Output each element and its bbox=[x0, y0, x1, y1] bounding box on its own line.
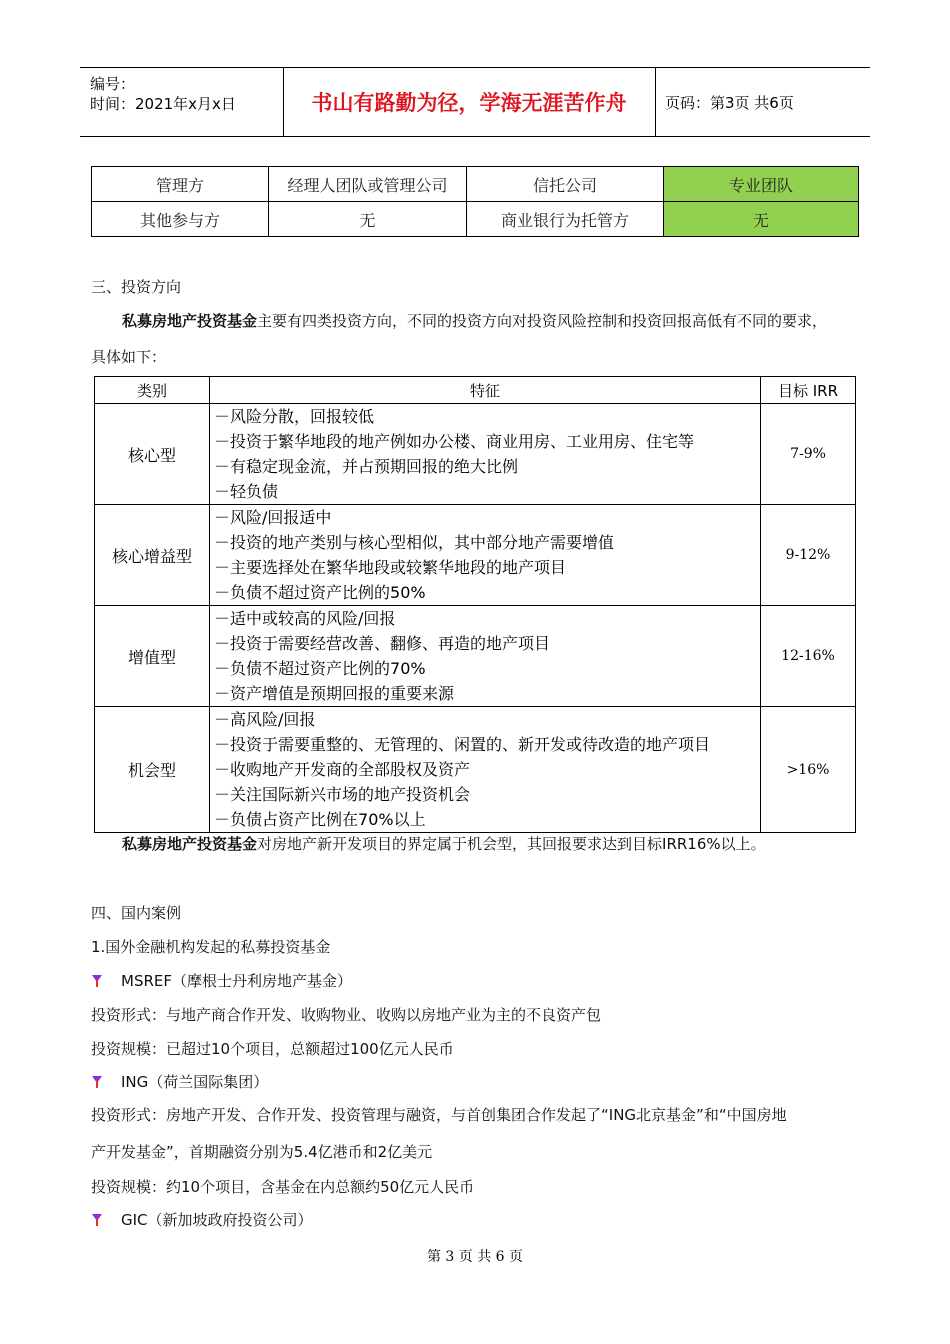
table-cell: 管理方 bbox=[92, 167, 269, 202]
table-note bbox=[122, 833, 882, 854]
table-cell: 经理人团队或管理公司 bbox=[269, 167, 467, 202]
type-features bbox=[210, 404, 761, 505]
note-text: 对房地产新开发项目的界定属于机会型，其回报要求达到目标IRR16%以上。 bbox=[257, 835, 766, 853]
feature-item: － 负债不超过资产比例的70% bbox=[214, 656, 760, 681]
arrow-bullet-icon bbox=[91, 1076, 103, 1088]
feature-item: － 负债占资产比例在70%以上 bbox=[214, 807, 760, 832]
target-irr: 9-12% bbox=[761, 505, 856, 606]
case-detail: 投资形式：与地产商合作开发、收购物业、收购以房地产业为主的不良资产包 bbox=[91, 1006, 602, 1024]
table-row bbox=[92, 167, 859, 202]
target-irr: >16% bbox=[761, 707, 856, 833]
section-intro-line2: 具体如下： bbox=[91, 348, 167, 366]
subsection-heading: 1.国外金融机构发起的私募投资基金 bbox=[91, 938, 331, 956]
table-row bbox=[95, 606, 856, 707]
doc-date-label: 时间：2021年x月x日 bbox=[90, 95, 236, 113]
type-name: 核心增益型 bbox=[95, 505, 210, 606]
bold-term: 私募房地产投资基金 bbox=[122, 835, 258, 853]
type-features bbox=[210, 606, 761, 707]
table-cell: 商业银行为托管方 bbox=[467, 202, 664, 237]
table-row bbox=[95, 707, 856, 833]
type-name: 机会型 bbox=[95, 707, 210, 833]
case-detail: 投资规模：已超过10个项目，总额超过100亿元人民币 bbox=[91, 1040, 454, 1058]
type-features bbox=[210, 707, 761, 833]
header-divider bbox=[655, 68, 656, 136]
case-title-text: ING（荷兰国际集团） bbox=[121, 1073, 269, 1091]
table-row bbox=[95, 505, 856, 606]
case-title bbox=[91, 1209, 313, 1230]
header-meta bbox=[90, 74, 236, 114]
type-name: 增值型 bbox=[95, 606, 210, 707]
case-title bbox=[91, 1071, 268, 1092]
feature-item: － 收购地产开发商的全部股权及资产 bbox=[214, 757, 760, 782]
feature-item: － 投资于需要重整的、无管理的、闲置的、新开发或待改造的地产项目 bbox=[214, 732, 760, 757]
type-features bbox=[210, 505, 761, 606]
header-page-info: 页码：第3页 共6页 bbox=[665, 94, 794, 112]
column-header: 目标 IRR bbox=[761, 377, 856, 404]
case-title-text: MSREF（摩根士丹利房地产基金） bbox=[121, 972, 352, 990]
section-heading: 三、投资方向 bbox=[91, 278, 182, 296]
table-cell-highlight: 无 bbox=[664, 202, 859, 237]
feature-item: － 风险/回报适中 bbox=[214, 505, 760, 530]
arrow-bullet-icon bbox=[91, 975, 103, 987]
feature-item: － 有稳定现金流，并占预期回报的绝大比例 bbox=[214, 454, 760, 479]
feature-item: － 投资于繁华地段的地产例如办公楼、商业用房、工业用房、住宅等 bbox=[214, 429, 760, 454]
page-footer: 第 3 页 共 6 页 bbox=[426, 1249, 524, 1265]
table-header-row bbox=[95, 377, 856, 404]
case-detail: 产开发基金”，首期融资分别为5.4亿港币和2亿美元 bbox=[91, 1143, 433, 1161]
bold-term: 私募房地产投资基金 bbox=[122, 312, 258, 330]
table-cell-highlight: 专业团队 bbox=[664, 167, 859, 202]
feature-item: － 高风险/回报 bbox=[214, 707, 760, 732]
intro-text: 主要有四类投资方向，不同的投资方向对投资风险控制和投资回报高低有不同的要求， bbox=[257, 312, 828, 330]
comparison-table bbox=[91, 166, 859, 237]
case-title bbox=[91, 970, 352, 991]
case-detail: 投资形式：房地产开发、合作开发、投资管理与融资，与首创集团合作发起了“ING北京基金”和“中国房地 bbox=[91, 1106, 787, 1124]
target-irr: 12-16% bbox=[761, 606, 856, 707]
feature-item: － 风险分散，回报较低 bbox=[214, 404, 760, 429]
column-header: 类别 bbox=[95, 377, 210, 404]
doc-code-label: 编号： bbox=[90, 75, 136, 93]
investment-types-table bbox=[94, 376, 856, 833]
feature-item: － 关注国际新兴市场的地产投资机会 bbox=[214, 782, 760, 807]
feature-item: － 投资于需要经营改善、翻修、再造的地产项目 bbox=[214, 631, 760, 656]
target-irr: 7-9% bbox=[761, 404, 856, 505]
feature-item: － 适中或较高的风险/回报 bbox=[214, 606, 760, 631]
type-name: 核心型 bbox=[95, 404, 210, 505]
feature-item: － 负债不超过资产比例的50% bbox=[214, 580, 760, 605]
table-cell: 信托公司 bbox=[467, 167, 664, 202]
table-row bbox=[95, 404, 856, 505]
header-motto: 书山有路勤为径，学海无涯苦作舟 bbox=[311, 90, 627, 115]
section-intro bbox=[122, 310, 882, 331]
arrow-bullet-icon bbox=[91, 1214, 103, 1226]
feature-item: － 投资的地产类别与核心型相似，其中部分地产需要增值 bbox=[214, 530, 760, 555]
section-heading: 四、国内案例 bbox=[91, 904, 182, 922]
feature-item: － 轻负债 bbox=[214, 479, 760, 504]
case-title-text: GIC（新加坡政府投资公司） bbox=[121, 1211, 313, 1229]
column-header: 特征 bbox=[210, 377, 761, 404]
feature-item: － 资产增值是预期回报的重要来源 bbox=[214, 681, 760, 706]
table-cell: 其他参与方 bbox=[92, 202, 269, 237]
case-detail: 投资规模：约10个项目，含基金在内总额约50亿元人民币 bbox=[91, 1178, 475, 1196]
table-cell: 无 bbox=[269, 202, 467, 237]
table-row bbox=[92, 202, 859, 237]
page-header bbox=[80, 67, 870, 137]
feature-item: － 主要选择处在繁华地段或较繁华地段的地产项目 bbox=[214, 555, 760, 580]
